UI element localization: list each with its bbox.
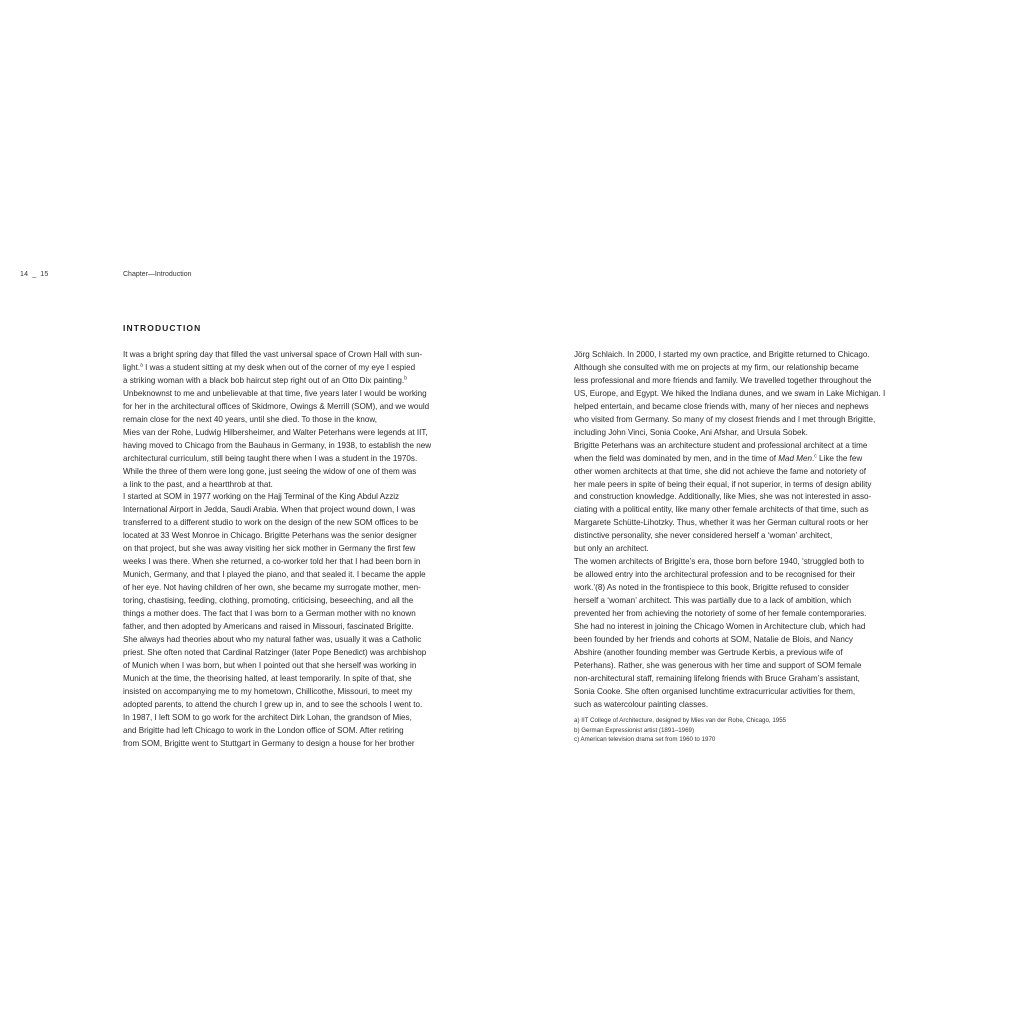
text-segment: father, and then adopted by Americans and raised in Missouri, fascinated Brigitte.	[123, 622, 414, 632]
text-line	[574, 621, 914, 634]
text-segment: Margarete Schütte-Lihotzky. Thus, whether it was her German cultural roots or her	[574, 518, 869, 528]
text-segment: herself a ‘woman’ architect. This was partially due to a lack of ambition, which	[574, 596, 852, 606]
text-line	[574, 543, 914, 556]
text-line	[123, 362, 463, 375]
text-line	[574, 427, 914, 440]
text-segment: prevented her from achieving the notoriety of some of her female contemporaries.	[574, 609, 867, 619]
footnote-marker: c	[814, 452, 817, 459]
text-line	[574, 401, 914, 414]
text-segment: The women architects of Brigitte’s era, those born before 1940, ‘struggled both to	[574, 557, 865, 567]
text-line	[574, 686, 914, 699]
text-line	[574, 660, 914, 673]
text-segment: Peterhans). Rather, she was generous with her time and support of SOM female	[574, 660, 862, 670]
footnote-marker: b	[404, 375, 407, 382]
text-segment: weeks I was there. When she returned, a co-worker told her that I had been born in	[123, 557, 421, 567]
text-segment: including John Vinci, Sonia Cooke, Ani Afshar, and Ursula Sobek.	[574, 427, 808, 437]
text-segment: and Brigitte had left Chicago to work in the London office of SOM. After retiring	[123, 725, 404, 735]
text-line	[123, 401, 463, 414]
text-line	[123, 582, 463, 595]
text-line	[123, 375, 463, 388]
text-line	[574, 375, 914, 388]
text-line	[123, 608, 463, 621]
body-column-right	[574, 349, 914, 712]
text-segment: She had no interest in joining the Chicago Women in Architecture club, which had	[574, 622, 866, 632]
text-line	[123, 504, 463, 517]
text-line	[123, 738, 463, 751]
footnotes	[574, 716, 786, 745]
text-segment: It was a bright spring day that filled the vast universal space of Crown Hall with sun-	[123, 350, 423, 359]
text-segment: for her in the architectural offices of Skidmore, Owings & Merrill (SOM), and we would	[123, 401, 430, 411]
text-line	[123, 569, 463, 582]
text-segment: adopted parents, to attend the church I grew up in, and to see the schools I went to.	[123, 699, 423, 709]
text-segment: Brigitte Peterhans was an architecture student and professional architect at a time	[574, 440, 868, 450]
text-line	[123, 634, 463, 647]
footnote-a: a) IIT College of Architecture, designed by Mies van der Rohe, Chicago, 1955	[574, 717, 787, 724]
text-segment: insisted on accompanying me to my hometown, Chillicothe, Missouri, to meet my	[123, 686, 413, 696]
footnote-c: c) American television drama set from 1960 to 1970	[574, 736, 716, 744]
text-line	[123, 621, 463, 634]
text-segment: remain close for the next 40 years, until she died. To those in the know,	[123, 414, 378, 424]
text-line	[123, 543, 463, 556]
text-segment: helped entertain, and became close friends with, many of her nieces and nephews	[574, 401, 869, 411]
text-segment: been founded by her friends and cohorts at SOM, Natalie de Blois, and Nancy	[574, 634, 853, 644]
text-segment: Munich, Germany, and that I played the piano, and that sealed it. I became the apple	[123, 570, 426, 580]
text-segment: Mies van der Rohe, Ludwig Hilbersheimer, and Walter Peterhans were legends at IIT,	[123, 427, 428, 437]
text-segment: and construction knowledge. Additionally, like Mies, she was not interested in asso-	[574, 492, 872, 502]
text-line	[574, 530, 914, 543]
text-segment: transferred to a different studio to work on the design of the new SOM offices to be	[123, 518, 419, 528]
page-number-separator: _	[32, 271, 37, 278]
text-segment: who visited from Germany. So many of my closest friends and I met through Brigitte,	[574, 414, 876, 424]
text-line	[574, 699, 914, 712]
text-line	[123, 466, 463, 479]
text-line	[123, 725, 463, 738]
text-segment: of Munich when I was born, but when I pointed out that she herself was working in	[123, 660, 417, 670]
text-line	[123, 673, 463, 686]
text-line	[574, 517, 914, 530]
text-segment: priest. She often noted that Cardinal Ratzinger (later Pope Benedict) was archbishop	[123, 647, 427, 657]
text-line	[123, 556, 463, 569]
text-line	[574, 504, 914, 517]
text-segment: Like the few	[816, 453, 863, 463]
text-segment: Abshire (another founding member was Gertrude Kerbis, a previous wife of	[574, 647, 843, 657]
text-segment: but only an architect.	[574, 544, 649, 554]
text-line	[123, 491, 463, 504]
text-segment: having moved to Chicago from the Bauhaus in Germany, in 1938, to establish the new	[123, 440, 432, 450]
text-segment: other women architects at that time, she did not achieve the fame and notoriety of	[574, 466, 866, 476]
text-line	[574, 414, 914, 427]
text-line	[574, 491, 914, 504]
text-segment: architectural curriculum, still being taught there when I was a student in the 1970s.	[123, 453, 418, 463]
text-segment: Unbeknownst to me and unbelievable at that time, five years later I would be working	[123, 388, 427, 398]
running-head: Chapter—Introduction	[123, 271, 192, 278]
text-line	[574, 595, 914, 608]
text-line	[574, 349, 914, 362]
text-segment: such as watercolour painting classes.	[574, 699, 709, 709]
text-segment: distinctive personality, she never considered herself a ‘woman’ architect,	[574, 531, 833, 541]
footnote-b: b) German Expressionist artist (1891–1969)	[574, 726, 695, 734]
text-line	[123, 414, 463, 427]
text-line	[574, 440, 914, 453]
text-segment: located at 33 West Monroe in Chicago. Brigitte Peterhans was the senior designer	[123, 531, 417, 541]
text-line	[123, 427, 463, 440]
text-line	[574, 582, 914, 595]
text-line	[574, 634, 914, 647]
text-line	[574, 362, 914, 375]
text-segment: Although she consulted with me on projects at my firm, our relationship became	[574, 362, 859, 372]
footnote-marker: a	[140, 362, 143, 369]
text-segment: non-architectural staff, remaining lifelong friends with Bruce Graham’s assistant,	[574, 673, 860, 683]
page-numbers	[20, 271, 48, 278]
text-segment: of her eye. Not having children of her own, she became my surrogate mother, men-	[123, 583, 421, 593]
text-segment: things a mother does. The fact that I was born to a German mother with no known	[123, 609, 416, 619]
text-segment: a striking woman with a black bob haircut step right out of an Otto Dix painting.	[123, 375, 405, 385]
text-segment: US, Europe, and Egypt. We hiked the Indiana dunes, and we swam in Lake Michigan. I	[574, 388, 886, 398]
text-line	[574, 647, 914, 660]
text-line	[123, 660, 463, 673]
text-line	[574, 569, 914, 582]
text-segment: I started at SOM in 1977 working on the Hajj Terminal of the King Abdul Azziz	[123, 492, 400, 502]
text-segment: While the three of them were long gone, just seeing the widow of one of them was	[123, 466, 417, 476]
text-line	[123, 440, 463, 453]
text-segment: I was a student sitting at my desk when out of the corner of my eye I espied	[142, 362, 416, 372]
text-line	[123, 686, 463, 699]
text-segment: International Airport in Jedda, Saudi Arabia. When that project wound down, I was	[123, 505, 416, 515]
text-segment: Jörg Schlaich. In 2000, I started my own practice, and Brigitte returned to Chicago.	[574, 350, 870, 359]
text-segment: her male peers in spite of being their equal, if not superior, in terms of design ability	[574, 479, 872, 489]
italic-title: Mad Men	[778, 453, 813, 463]
text-line	[574, 453, 914, 466]
text-line	[123, 530, 463, 543]
text-line	[123, 349, 463, 362]
text-line	[574, 673, 914, 686]
text-line	[574, 608, 914, 621]
page-number-right: 15	[40, 271, 49, 278]
text-line	[123, 699, 463, 712]
text-segment: when the field was dominated by men, and in the time of	[574, 453, 779, 463]
text-segment: She always had theories about who my natural father was, usually it was a Catholic	[123, 634, 422, 644]
text-line	[574, 466, 914, 479]
text-segment: light.	[123, 362, 141, 372]
body-column-left	[123, 349, 463, 751]
text-segment: be allowed entry into the architectural profession and to be recognised for their	[574, 570, 856, 580]
text-segment: In 1987, I left SOM to go work for the architect Dirk Lohan, the grandson of Mies,	[123, 712, 412, 722]
text-segment: on that project, but she was away visiting her sick mother in Germany the first few	[123, 544, 416, 554]
text-segment: ciating with a political entity, like many other female architects of that time, such as	[574, 505, 869, 515]
text-line	[123, 388, 463, 401]
text-segment: less professional and more friends and family. We travelled together throughout the	[574, 375, 872, 385]
text-line	[574, 556, 914, 569]
text-line	[123, 479, 463, 492]
text-segment: work.’(8) As noted in the frontispiece to this book, Brigitte refused to consider	[574, 583, 849, 593]
text-line	[574, 479, 914, 492]
text-line	[123, 647, 463, 660]
text-segment: Sonia Cooke. She often organised lunchtime extracurricular activities for them,	[574, 686, 856, 696]
text-segment: Munich at the time, the theorising halted, at least temporarily. In spite of that, she	[123, 673, 412, 683]
text-segment: from SOM, Brigitte went to Stuttgart in Germany to design a house for her brother	[123, 738, 415, 748]
text-segment: toring, chastising, feeding, clothing, promoting, criticising, beseeching, and all the	[123, 596, 414, 606]
text-segment: a link to the past, and a heartthrob at that.	[123, 479, 273, 489]
text-line	[123, 595, 463, 608]
text-segment: .	[812, 453, 815, 463]
text-line	[123, 517, 463, 530]
text-line	[123, 453, 463, 466]
text-line	[574, 388, 914, 401]
page-number-left: 14	[20, 271, 29, 278]
section-title: INTRODUCTION	[123, 323, 202, 333]
text-line	[123, 712, 463, 725]
